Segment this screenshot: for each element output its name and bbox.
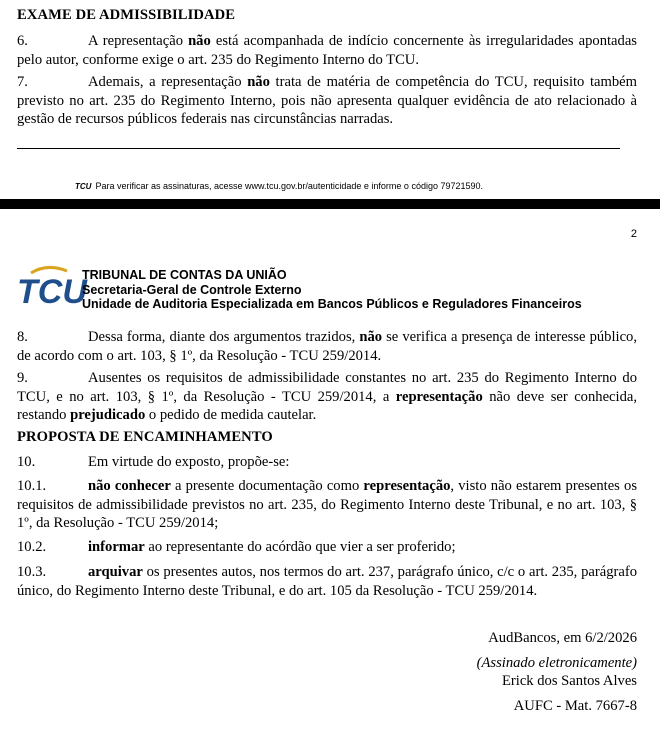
section-heading-proposal: PROPOSTA DE ENCAMINHAMENTO xyxy=(17,429,273,445)
text-run: se verifica a presença de interesse público, de acordo com o art. 103, § 1º, da Resolução - TCU 259/2014. xyxy=(17,329,638,364)
tcu-logo-graphic xyxy=(17,265,87,311)
paragraph-number: 7. xyxy=(17,74,28,90)
tcu-logo-small: TCU xyxy=(75,181,92,191)
bold-text: não xyxy=(247,74,270,90)
text-run: trata de matéria de competência do TCU, requisito também previsto no art. 235 do Regimento Interno, pois não apresenta qualquer evidência de ato relacionado à gestão de recursos públicos federais nas circunstâncias narradas. xyxy=(17,74,638,127)
paragraph-10-1 xyxy=(17,477,637,533)
paragraph-10 xyxy=(17,453,637,472)
paragraph-8 xyxy=(17,328,637,365)
divider-rule xyxy=(17,148,620,149)
signed-electronically: (Assinado eletronicamente) xyxy=(476,655,637,671)
paragraph-number: 10. xyxy=(17,454,36,470)
text-run: está acompanhada de indício concernente às irregularidades apontadas pelo autor, conforme exige o art. 235 do Regimento Interno do TCU. xyxy=(17,33,637,68)
section-heading-admissibility: EXAME DE ADMISSIBILIDADE xyxy=(17,7,236,23)
text-run: ao representante do acórdão que vier a ser proferido; xyxy=(144,539,456,555)
bold-text: representação xyxy=(395,388,483,405)
header-secretaria: Secretaria-Geral de Controle Externo xyxy=(82,282,302,297)
header-tribunal: TRIBUNAL DE CONTAS DA UNIÃO xyxy=(82,268,287,282)
text-run: a presente documentação como xyxy=(170,478,364,494)
bold-text: não conhecer xyxy=(88,478,171,494)
paragraph-number: 10.1. xyxy=(17,478,47,494)
page-number: 2 xyxy=(630,228,637,240)
bold-text: informar xyxy=(88,539,145,555)
page-separator xyxy=(0,199,660,209)
signer-role: AUFC - Mat. 7667-8 xyxy=(513,698,637,714)
paragraph-number: 9. xyxy=(17,370,28,386)
paragraph-number: 10.2. xyxy=(17,539,47,555)
paragraph-7 xyxy=(17,73,637,129)
text-run: Em virtude do exposto, propõe-se: xyxy=(88,454,290,470)
paragraph-number: 6. xyxy=(17,33,28,49)
verification-footer xyxy=(75,181,483,191)
tcu-logo xyxy=(17,265,87,311)
paragraph-6 xyxy=(17,32,637,69)
bold-text: arquivar xyxy=(88,564,143,580)
place-date: AudBancos, em 6/2/2026 xyxy=(488,630,637,646)
paragraph-9 xyxy=(17,369,637,425)
paragraph-number: 8. xyxy=(17,329,28,345)
verification-text: Para verificar as assinaturas, acesse www.tcu.gov.br/autenticidade e informe o código 79721590. xyxy=(95,181,484,191)
paragraph-10-2 xyxy=(17,538,637,557)
paragraph-number: 10.3. xyxy=(17,564,47,580)
text-run: , visto não estarem presentes os requisitos de admissibilidade previstos no art. 235, do Regimento Interno deste Tribunal, e no art. 103, § 1º, da Resolução - TCU 259/2014; xyxy=(17,478,637,531)
bold-text: prejudicado xyxy=(70,407,146,423)
bold-text: representação xyxy=(363,478,451,494)
header-unidade: Unidade de Auditoria Especializada em Bancos Públicos e Reguladores Financeiros xyxy=(82,297,582,311)
bold-text: não xyxy=(359,329,383,345)
text-run: Ademais, a representação xyxy=(88,74,248,90)
paragraph-10-3 xyxy=(17,563,637,600)
bold-text: não xyxy=(188,33,211,49)
text-run: Dessa forma, diante dos argumentos trazidos, xyxy=(88,329,360,345)
text-run: A representação xyxy=(88,33,189,49)
text-run: Ausentes os requisitos de admissibilidade constantes no art. 235 do Regimento Interno do TCU, e no art. 103, § 1º, da Resolução - TCU 259/2014, a xyxy=(17,370,637,405)
svg-text:TCU: TCU xyxy=(17,273,87,311)
text-run: o pedido de medida cautelar. xyxy=(145,407,317,423)
text-run: os presentes autos, nos termos do art. 237, parágrafo único, c/c o art. 235, parágrafo único, do Regimento Interno deste Tribunal, e do art. 105 da Resolução - TCU 259/2014. xyxy=(17,564,637,599)
signer-name: Erick dos Santos Alves xyxy=(502,673,637,689)
header-block xyxy=(82,268,582,312)
text-run: não deve ser conhecida, restando xyxy=(17,388,637,423)
